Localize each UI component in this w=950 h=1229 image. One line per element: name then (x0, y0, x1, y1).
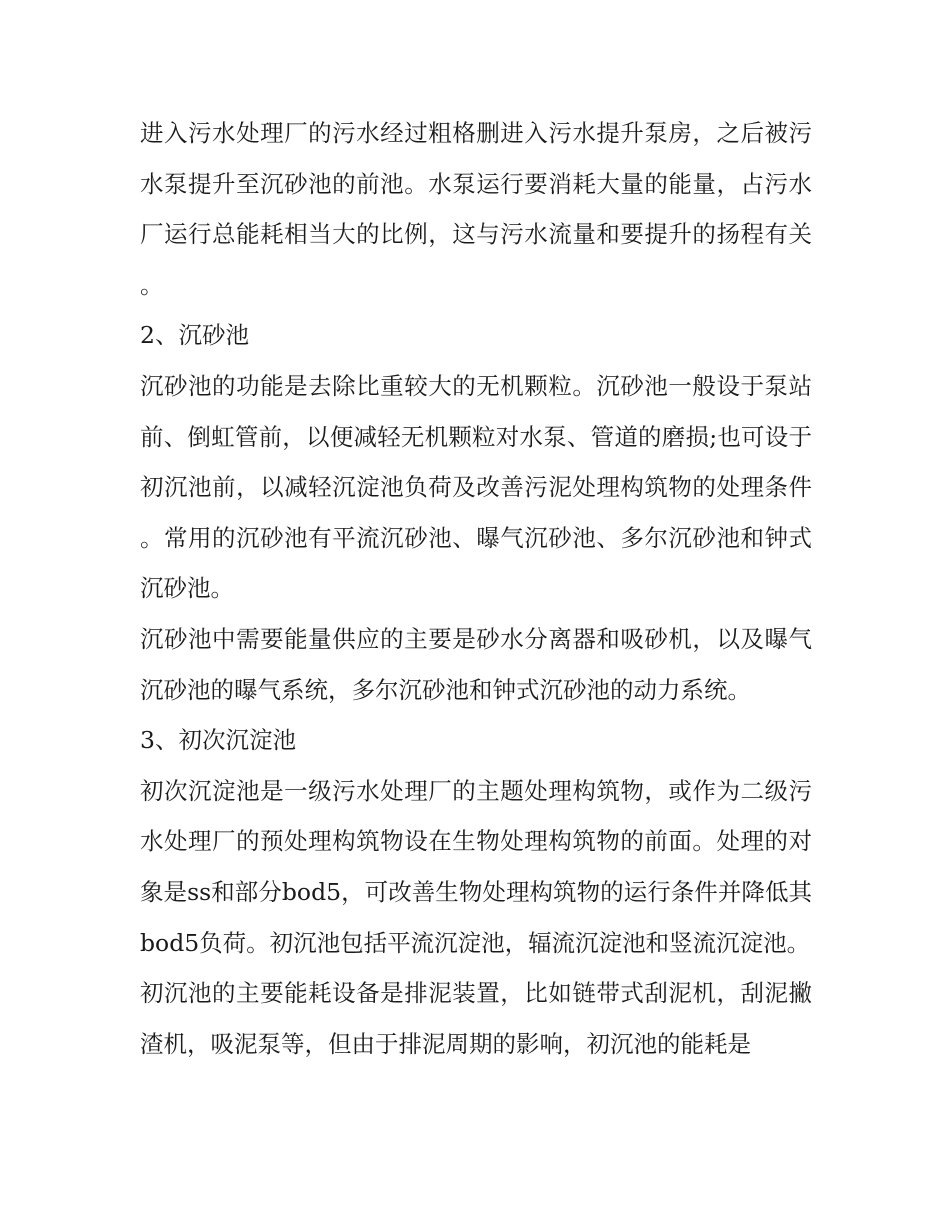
section-heading-primary-sedimentation: 3、初次沉淀池 (140, 726, 296, 755)
paragraph-grit-chamber-function: 沉砂池的功能是去除比重较大的无机颗粒。沉砂池一般设于泵站前、倒虹管前，以便减轻无机颗粒对水泵、管道的磨损;也可设于初沉池前，以减轻沉淀池负荷及改善污泥处理构筑物的处理条件。常用的沉砂池有平流沉砂池、曝气沉砂池、多尔沉砂池和钟式沉砂池。 (140, 371, 812, 603)
document-body (140, 108, 812, 1069)
paragraph-primary-sedimentation-function: 初次沉淀池是一级污水处理厂的主题处理构筑物，或作为二级污水处理厂的预处理构筑物设在生物处理构筑物的前面。处理的对象是ss和部分bod5，可改善生物处理构筑物的运行条件并降低其bod5负荷。初沉池包括平流沉淀池，辐流沉淀池和竖流沉淀池。 (140, 776, 812, 957)
paragraph-primary-sedimentation-energy: 初沉池的主要能耗设备是排泥装置，比如链带式刮泥机，刮泥撇渣机，吸泥泵等，但由于排泥周期的影响，初沉池的能耗是 (140, 979, 812, 1058)
paragraph-grit-chamber-energy: 沉砂池中需要能量供应的主要是砂水分离器和吸砂机，以及曝气沉砂池的曝气系统，多尔沉砂池和钟式沉砂池的动力系统。 (140, 624, 812, 704)
paragraph-pump-station: 进入污水处理厂的污水经过粗格删进入污水提升泵房，之后被污水泵提升至沉砂池的前池。水泵运行要消耗大量的能量，占污水厂运行总能耗相当大的比例，这与污水流量和要提升的扬程有关。 (140, 119, 812, 299)
section-heading-grit-chamber: 2、沉砂池 (140, 321, 249, 350)
